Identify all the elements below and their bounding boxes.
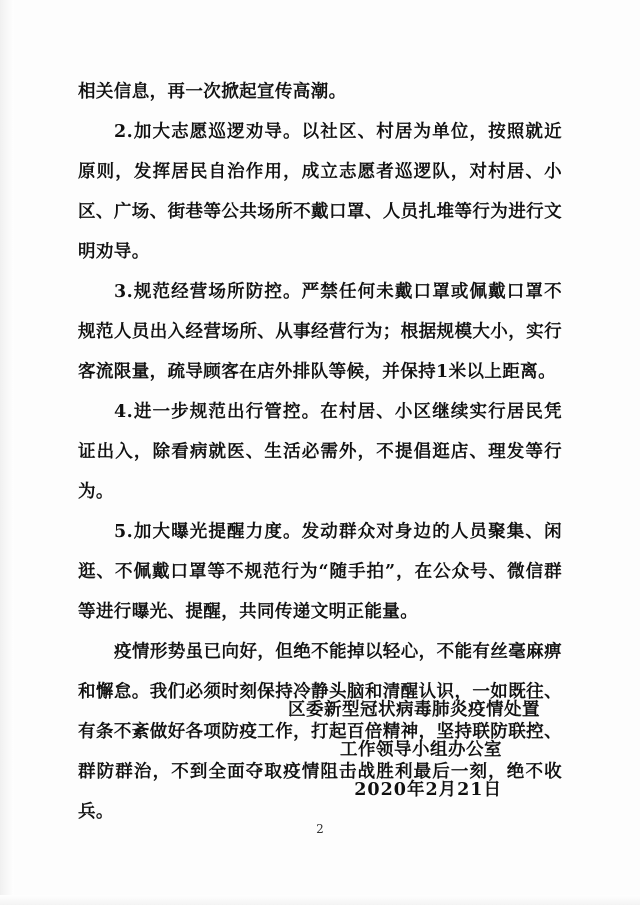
paragraph-closing: 疫情形势虽已向好，但绝不能掉以轻心，不能有丝毫麻痹和懈怠。我们必须时刻保持冷静头脑和清醒认识，一如既往、有条不紊做好各项防疫工作，打起百倍精神，坚持联防联控、群防群治，不到全面夺取疫情阻击战胜利最后一刻，绝不收兵。 (78, 642, 562, 822)
signature-issuer-line2: 工作领导小组办公室 (340, 740, 502, 760)
page-number: 2 (316, 822, 324, 836)
signature-date: 2020年2月21日 (354, 780, 502, 800)
paragraph-item-3: 3.规范经营场所防控。严禁任何未戴口罩或佩戴口罩不规范人员出入经营场所、从事经营行为；根据规模大小，实行客流限量，疏导顾客在店外排队等候，并保持1米以上距离。 (78, 282, 562, 382)
scan-edge-left (0, 0, 14, 905)
paragraph-item-2: 2.加大志愿巡逻劝导。以社区、村居为单位，按照就近原则，发挥居民自治作用，成立志愿者巡逻队，对村居、小区、广场、街巷等公共场所不戴口罩、人员扎堆等行为进行文明劝导。 (78, 122, 562, 262)
scan-edge-bottom (0, 895, 640, 905)
signature-issuer-line1: 区委新型冠状病毒肺炎疫情处置 (288, 700, 540, 720)
paragraph-item-5: 5.加大曝光提醒力度。发动群众对身边的人员聚集、闲逛、不佩戴口罩等不规范行为“随手拍”，在公众号、微信群等进行曝光、提醒，共同传递文明正能量。 (78, 522, 562, 622)
paragraph-item-4: 4.进一步规范出行管控。在村居、小区继续实行居民凭证出入，除看病就医、生活必需外，不提倡逛店、理发等行为。 (78, 402, 562, 502)
paragraph-continued: 相关信息，再一次掀起宣传高潮。 (78, 82, 347, 102)
signature-block (78, 690, 562, 810)
